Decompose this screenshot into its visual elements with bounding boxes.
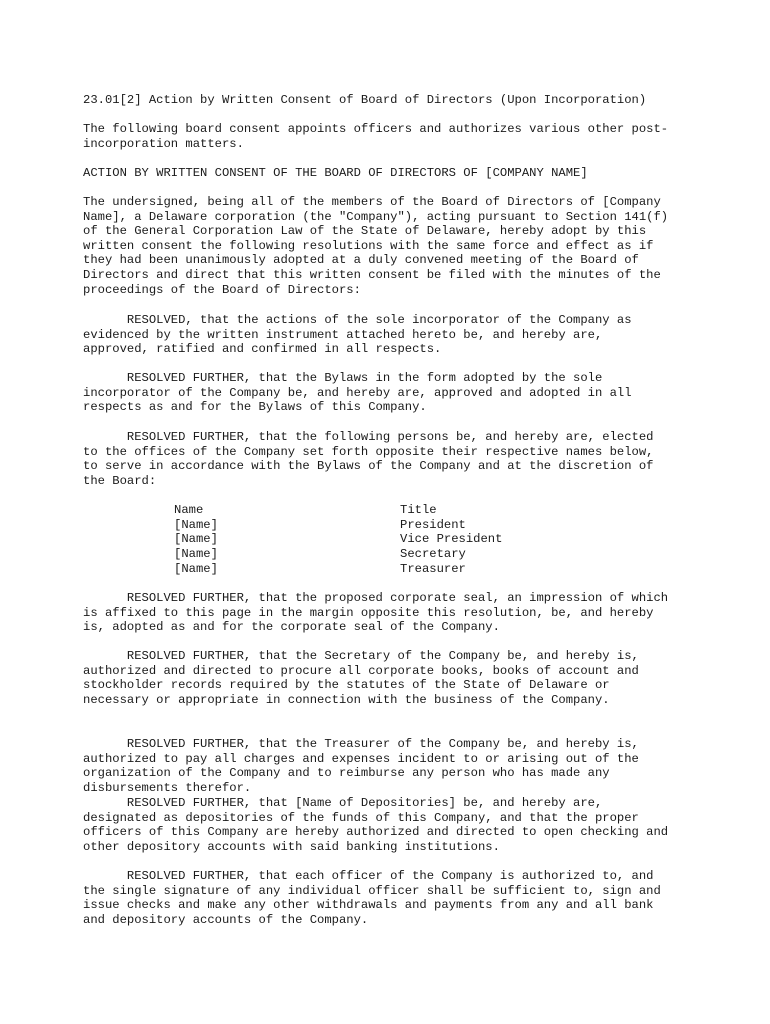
column-header-name: Name	[174, 503, 204, 517]
officer-name: [Name]	[174, 547, 218, 561]
officer-title: Secretary	[400, 547, 466, 561]
table-row	[174, 518, 594, 533]
consent-title: ACTION BY WRITTEN CONSENT OF THE BOARD OF DIRECTORS OF [COMPANY NAME]	[83, 166, 588, 180]
officer-title: Treasurer	[400, 562, 466, 576]
intro-paragraph: The following board consent appoints officers and authorizes various other post- incorporation matters.	[83, 122, 669, 151]
resolution-seal: RESOLVED FURTHER, that the proposed corporate seal, an impression of which is affixed to this page in the margin opposite this resolution, be, and hereby is, adopted as and for the corporate seal of the Company.	[83, 591, 669, 635]
officer-name: [Name]	[174, 532, 218, 546]
table-row	[174, 547, 594, 562]
resolution-depositories: RESOLVED FURTHER, that [Name of Depositories] be, and hereby are, designated as depositories of the funds of this Company, and that the proper officers of this Company are hereby authorized and directed to open checking and other depository accounts with said banking institutions.	[83, 796, 669, 854]
preamble-paragraph: The undersigned, being all of the members of the Board of Directors of [Company Name], a Delaware corporation (the "Company"), acting pursuant to Section 141(f) of the General Corporation Law of the State of Delaware, hereby adopt by this written consent the following resolutions with the same force and effect as if they had been unanimously adopted at a duly convened meeting of the Board of Directors and direct that this written consent be filed with the minutes of the proceedings of the Board of Directors:	[83, 195, 669, 297]
resolution-signature: RESOLVED FURTHER, that each officer of the Company is authorized to, and the single signature of any individual officer shall be sufficient to, sign and issue checks and make any other withdrawals and payments from any and all bank and depository accounts of the Company.	[83, 869, 661, 927]
table-row	[174, 562, 594, 577]
resolution-bylaws: RESOLVED FURTHER, that the Bylaws in the form adopted by the sole incorporator of the Company be, and hereby are, approved and adopted in all respects as and for the Bylaws of this Company.	[83, 371, 632, 415]
document-heading: 23.01[2] Action by Written Consent of Board of Directors (Upon Incorporation)	[83, 93, 647, 107]
resolution-secretary: RESOLVED FURTHER, that the Secretary of the Company be, and hereby is, authorized and directed to procure all corporate books, books of account and stockholder records required by the statutes of the State of Delaware or necessary or appropriate in connection with the business of the Company.	[83, 649, 639, 707]
resolution-officers: RESOLVED FURTHER, that the following persons be, and hereby are, elected to the offices of the Company set forth opposite their respective names below, to serve in accordance with the Bylaws of the Company and at the discretion of the Board:	[83, 430, 654, 488]
officer-name: [Name]	[174, 562, 218, 576]
officer-name: [Name]	[174, 518, 218, 532]
resolution-incorporator: RESOLVED, that the actions of the sole incorporator of the Company as evidenced by the written instrument attached hereto be, and hereby are, approved, ratified and confirmed in all respects.	[83, 313, 632, 357]
table-row	[174, 532, 594, 547]
officers-table-header	[174, 503, 594, 518]
officer-title: President	[400, 518, 466, 532]
column-header-title: Title	[400, 503, 437, 517]
officer-title: Vice President	[400, 532, 503, 546]
resolution-treasurer: RESOLVED FURTHER, that the Treasurer of the Company be, and hereby is, authorized to pay all charges and expenses incident to or arising out of the organization of the Company and to reimburse any person who has made any disbursements therefor.	[83, 737, 639, 795]
